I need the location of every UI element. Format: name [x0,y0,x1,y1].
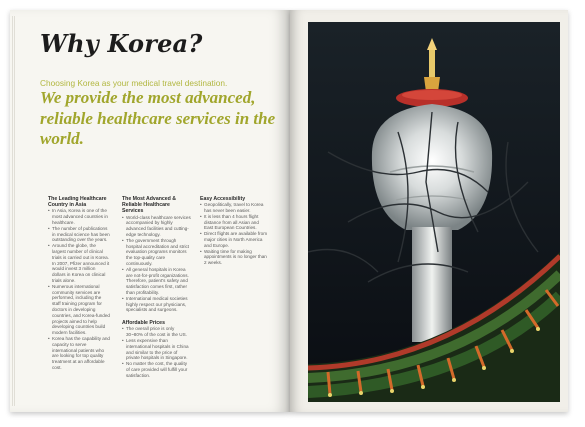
bullet-item: • Korea has the capability and capacity to serve international patients who are looking for top quality treatment at an affordable cost. [48,336,110,371]
bullet-list [48,208,110,370]
bullet-list [122,215,192,314]
page-title: Why Korea? [40,29,203,58]
bullet-item: • In Asia, Korea is one of the most advanced countries in healthcare. [48,208,110,225]
page-stack-edge [12,16,16,406]
seoul-tower-photo [308,22,560,402]
bullet-item: • Less expensive than international hospitals in China and similar to the price of private hospitals in Singapore. [122,338,192,361]
bullet-list [122,326,192,378]
column-accessibility [200,196,268,266]
bullet-item: • Numerous international community services are performed, including the staff training program for doctors in developing countries, and Korea-funded projects aimed to help developing countries build modern facilities. [48,284,110,336]
bullet-item: • The government through hospital accreditation and strict evaluation programs monitors the top-quality care continuously. [122,238,192,267]
bullet-item: • The number of publications in medical science has been outstanding over the years. [48,226,110,243]
bullet-item: • The overall price is only 30~80% of the cost in the US. [122,326,192,338]
bullet-item: • Waiting time for making appointments is no longer than 2 weeks. [200,249,268,266]
left-page [10,10,290,412]
bullet-item: • Around the globe, the largest number of clinical trials is carried out in Korea. In 2007, Pfizer announced it would invest 3 million dollars in Korea on clinical trials alone. [48,243,110,284]
bullet-item: • Direct flights are available from major cities in North America and Europe. [200,231,268,248]
open-brochure [10,10,568,412]
column-heading: The Most Advanced & Reliable Healthcare Services [122,196,176,215]
bullet-item: • International medical societies highly respect our physicians, specialists and surgeons. [122,296,192,313]
column-advanced-services [122,196,192,379]
right-page [290,10,568,412]
column-heading: Easy Accessibility [200,196,246,202]
kicker-text: Choosing Korea as your medical travel destination. [40,78,228,88]
column-subheading: Affordable Prices [122,320,165,327]
bullet-item: • Geopolitically, travel to Korea has never been easier. [200,202,268,214]
column-leading-healthcare [48,196,110,371]
bullet-item: • All general hospitals in Korea are not-for-profit organizations. Therefore, patient's safety and satisfaction comes first, rather than profitability. [122,267,192,296]
column-heading: The Leading Healthcare Country in Asia [48,196,107,209]
bullet-item: • No matter the cost, the quality of care provided will fulfill your satisfaction. [122,361,192,378]
bullet-item: • It is less than 4 hours flight distance from all Asian and East European Countries. [200,214,268,231]
headline: We provide the most advanced, reliable healthcare services in the world. [40,88,276,148]
bullet-list [200,202,268,266]
bullet-item: • World-class healthcare services accompanied by highly advanced facilities and cutting-edge technology. [122,215,192,238]
